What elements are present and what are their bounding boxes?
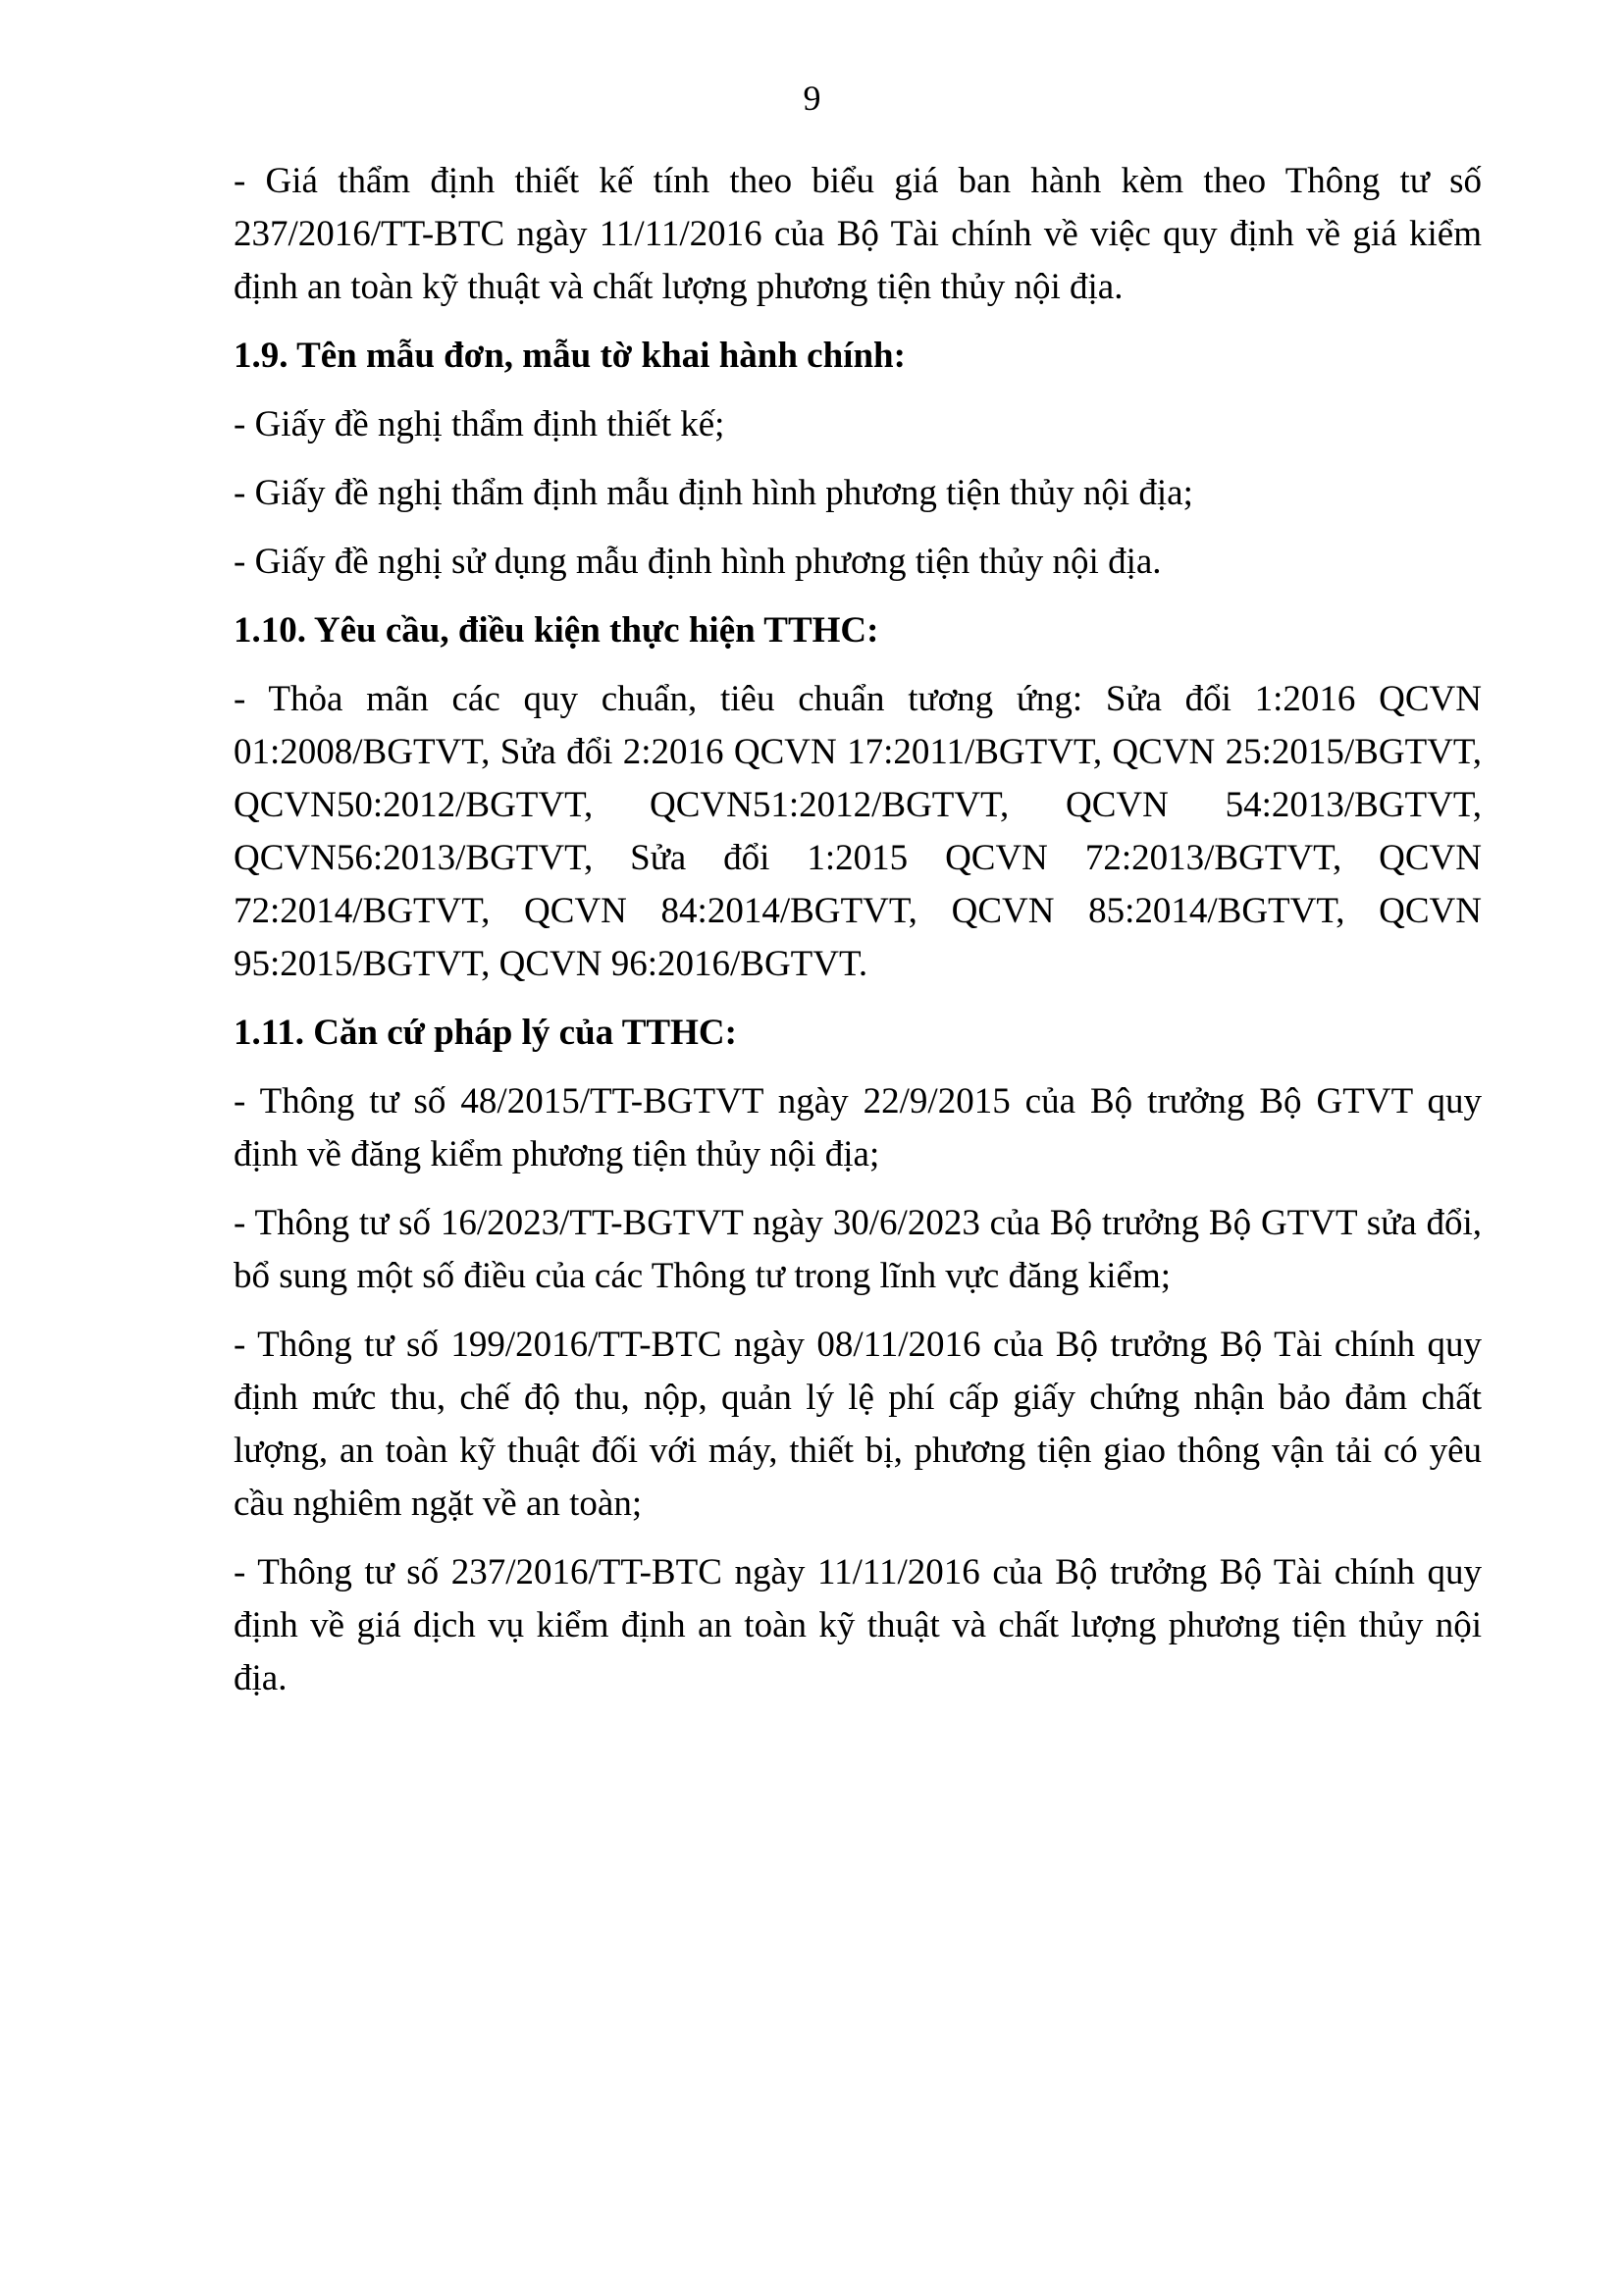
form-item-design-appraisal: - Giấy đề nghị thẩm định thiết kế;: [234, 404, 725, 444]
paragraph-fee-basis: - Giá thẩm định thiết kế tính theo biểu giá ban hành kèm theo Thông tư số 237/2016/TT-BTC ngày 11/11/2016 của Bộ Tài chính về việc quy định về giá kiểm định an toàn kỹ thuật và chất lượng phương tiện thủy nội địa.: [234, 161, 1482, 307]
heading-1-11: 1.11. Căn cứ pháp lý của TTHC:: [234, 1013, 737, 1053]
form-item-type-usage: - Giấy đề nghị sử dụng mẫu định hình phương tiện thủy nội địa.: [234, 542, 1162, 582]
heading-1-10: 1.10. Yêu cầu, điều kiện thực hiện TTHC:: [234, 610, 879, 651]
document-body: [234, 155, 1482, 1721]
legal-basis-199-2016: - Thông tư số 199/2016/TT-BTC ngày 08/11/2016 của Bộ trưởng Bộ Tài chính quy định mức thu, chế độ thu, nộp, quản lý lệ phí cấp giấy chứng nhận bảo đảm chất lượng, an toàn kỹ thuật đối với máy, thiết bị, phương tiện giao thông vận tải có yêu cầu nghiêm ngặt về an toàn;: [234, 1325, 1482, 1524]
heading-1-9: 1.9. Tên mẫu đơn, mẫu tờ khai hành chính:: [234, 336, 906, 376]
legal-basis-48-2015: - Thông tư số 48/2015/TT-BGTVT ngày 22/9/2015 của Bộ trưởng Bộ GTVT quy định về đăng kiểm phương tiện thủy nội địa;: [234, 1081, 1482, 1174]
legal-basis-237-2016: - Thông tư số 237/2016/TT-BTC ngày 11/11/2016 của Bộ trưởng Bộ Tài chính quy định về giá dịch vụ kiểm định an toàn kỹ thuật và chất lượng phương tiện thủy nội địa.: [234, 1552, 1482, 1698]
form-item-type-appraisal: - Giấy đề nghị thẩm định mẫu định hình phương tiện thủy nội địa;: [234, 473, 1193, 513]
legal-basis-16-2023: - Thông tư số 16/2023/TT-BGTVT ngày 30/6/2023 của Bộ trưởng Bộ GTVT sửa đổi, bổ sung một số điều của các Thông tư trong lĩnh vực đăng kiểm;: [234, 1203, 1482, 1296]
page-number: 9: [803, 78, 821, 118]
requirement-standards: - Thỏa mãn các quy chuẩn, tiêu chuẩn tương ứng: Sửa đổi 1:2016 QCVN 01:2008/BGTVT, Sửa đổi 2:2016 QCVN 17:2011/BGTVT, QCVN 25:2015/BGTVT, QCVN50:2012/BGTVT, QCVN51:2012/BGTVT, QCVN 54:2013/BGTVT, QCVN56:2013/BGTVT, Sửa đổi 1:2015 QCVN 72:2013/BGTVT, QCVN 72:2014/BGTVT, QCVN 84:2014/BGTVT, QCVN 85:2014/BGTVT, QCVN 95:2015/BGTVT, QCVN 96:2016/BGTVT.: [234, 679, 1482, 984]
